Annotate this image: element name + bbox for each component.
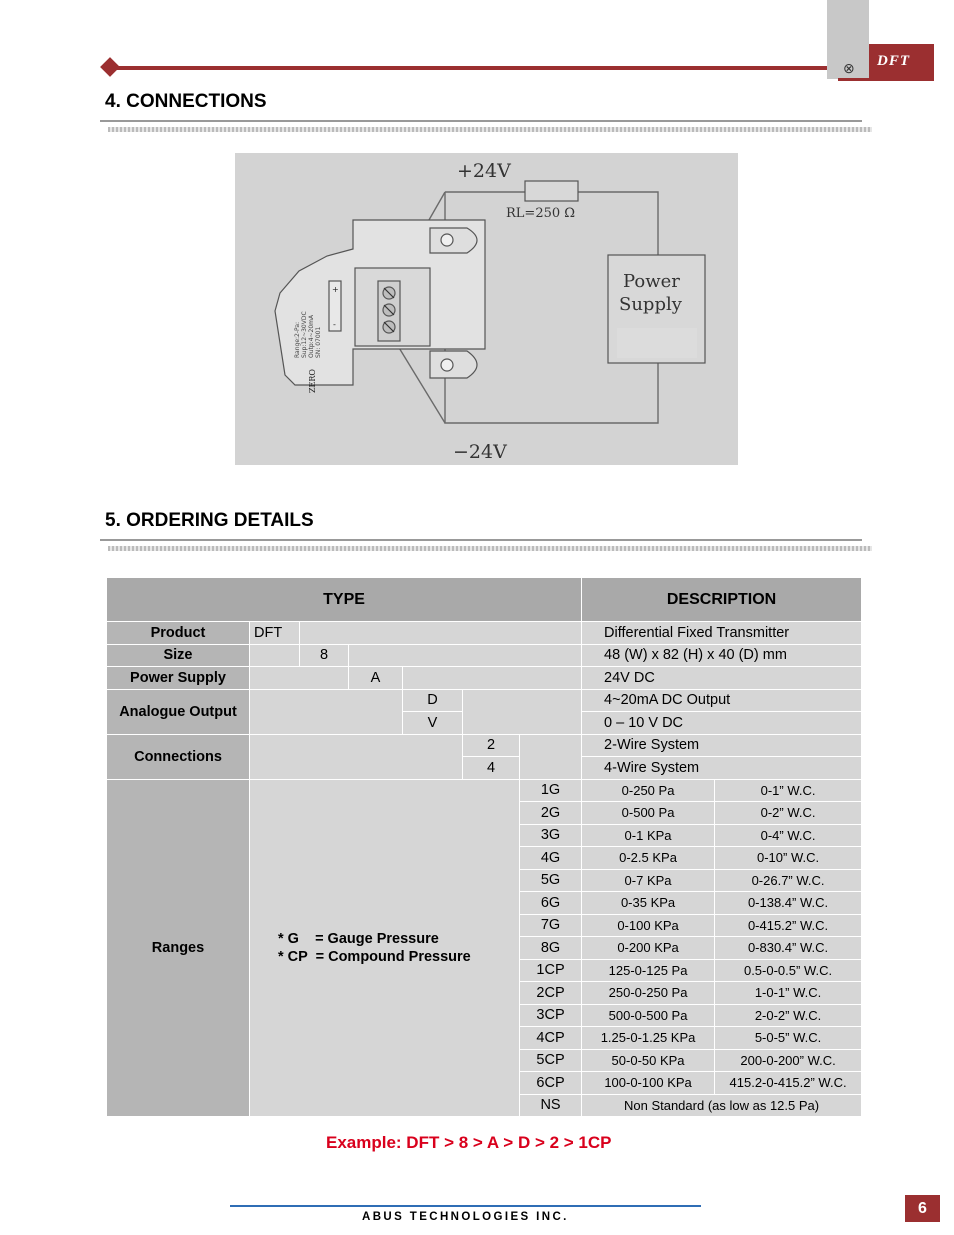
range-pa: 0-200 KPa [582, 937, 715, 960]
range-pa: 500-0-500 Pa [582, 1004, 715, 1027]
range-code: NS [520, 1094, 582, 1117]
range-code: 4G [520, 847, 582, 870]
range-code: 3G [520, 824, 582, 847]
type-header: TYPE [107, 578, 582, 622]
row-label: Power Supply [107, 667, 250, 690]
header-badge-underline [838, 78, 934, 81]
range-code: 4CP [520, 1027, 582, 1050]
table-row [107, 667, 862, 690]
range-pa: 250-0-250 Pa [582, 982, 715, 1005]
desc-cell: 4-Wire System [582, 757, 862, 780]
desc-cell: 48 (W) x 82 (H) x 40 (D) mm [582, 644, 862, 667]
code-cell: D [403, 689, 463, 712]
wire-top-right [578, 192, 658, 255]
range-wc: 1-0-1” W.C. [715, 982, 862, 1005]
code-cell: 4 [463, 757, 520, 780]
range-code: 5G [520, 869, 582, 892]
page-number: 6 [905, 1195, 940, 1222]
range-wc: 2-0-2” W.C. [715, 1004, 862, 1027]
table-row [107, 779, 862, 802]
range-wc: 0-830.4” W.C. [715, 937, 862, 960]
desc-cell: 4~20mA DC Output [582, 689, 862, 712]
section-rule-pattern [108, 546, 872, 551]
range-pa: 125-0-125 Pa [582, 959, 715, 982]
range-code: 3CP [520, 1004, 582, 1027]
section-rule [100, 539, 862, 541]
range-code: 2G [520, 802, 582, 825]
range-pa: 0-1 KPa [582, 824, 715, 847]
svg-text:SN: 07001: SN: 07001 [315, 326, 322, 358]
range-code: 1CP [520, 959, 582, 982]
code-cell: 2 [463, 734, 520, 757]
range-wc: 0-2” W.C. [715, 802, 862, 825]
row-label: Ranges [107, 779, 250, 1117]
range-code: 6CP [520, 1072, 582, 1095]
code-cell: DFT [250, 622, 300, 645]
range-code: 8G [520, 937, 582, 960]
range-pa: 0-250 Pa [582, 779, 715, 802]
range-wc: 0-1” W.C. [715, 779, 862, 802]
range-code: 7G [520, 914, 582, 937]
range-pa: 0-35 KPa [582, 892, 715, 915]
wiring-diagram [235, 153, 738, 465]
power-supply-label-1: Power [623, 271, 680, 292]
desc-cell: Differential Fixed Transmitter [582, 622, 862, 645]
range-code: 5CP [520, 1049, 582, 1072]
header-rule [112, 66, 832, 70]
range-pa: 0-2.5 KPa [582, 847, 715, 870]
range-pa: 50-0-50 KPa [582, 1049, 715, 1072]
minus-24v-label: −24V [453, 441, 507, 463]
row-label: Analogue Output [107, 689, 250, 734]
range-wc: 0.5-0-0.5” W.C. [715, 959, 862, 982]
table-row [107, 689, 862, 712]
row-label: Size [107, 644, 250, 667]
range-pa: 0-500 Pa [582, 802, 715, 825]
section-rule-pattern [108, 127, 872, 132]
range-pa: 0-100 KPa [582, 914, 715, 937]
desc-cell: 2-Wire System [582, 734, 862, 757]
section-ordering-title: 5. ORDERING DETAILS [105, 510, 314, 531]
desc-cell: 24V DC [582, 667, 862, 690]
header-diamond [100, 57, 120, 77]
footer-company: ABUS TECHNOLOGIES INC. [362, 1211, 569, 1223]
terminal-plus-label: + [332, 285, 339, 294]
resistor-label: RL=250 Ω [506, 206, 576, 221]
plus-24v-label: +24V [457, 160, 511, 182]
resistor [525, 181, 578, 201]
svg-text:Range:2-Pa:: Range:2-Pa: [294, 321, 301, 358]
svg-text:Sup:12~30VDC: Sup:12~30VDC [301, 311, 308, 358]
range-wc: 5-0-5” W.C. [715, 1027, 862, 1050]
range-pa: 1.25-0-1.25 KPa [582, 1027, 715, 1050]
ordering-example: Example: DFT > 8 > A > D > 2 > 1CP [326, 1133, 612, 1152]
header-badge [869, 44, 934, 81]
table-row [107, 644, 862, 667]
range-code: 6G [520, 892, 582, 915]
range-wc: 200-0-200” W.C. [715, 1049, 862, 1072]
header-badge-text: DFT [877, 53, 910, 69]
code-cell: A [349, 667, 403, 690]
terminal-minus-label: - [333, 320, 336, 329]
footer-rule [230, 1205, 701, 1207]
wiring-diagram-svg [235, 153, 738, 465]
desc-cell: 0 – 10 V DC [582, 712, 862, 735]
section-rule [100, 120, 862, 122]
code-cell: 8 [300, 644, 349, 667]
row-label: Product [107, 622, 250, 645]
svg-text:Outp:4~20mA: Outp:4~20mA [308, 314, 315, 358]
table-row [107, 734, 862, 757]
row-label: Connections [107, 734, 250, 779]
range-code: 2CP [520, 982, 582, 1005]
table-row [107, 622, 862, 645]
range-pa: 100-0-100 KPa [582, 1072, 715, 1095]
range-pa: 0-7 KPa [582, 869, 715, 892]
description-header: DESCRIPTION [582, 578, 862, 622]
range-wc: 0-138.4” W.C. [715, 892, 862, 915]
ordering-table [106, 577, 862, 1117]
ranges-note: * G = Gauge Pressure * CP = Compound Pressure [250, 779, 520, 1117]
section-connections-title: 4. CONNECTIONS [105, 91, 267, 112]
zero-label: ZERO [308, 369, 317, 393]
code-cell: V [403, 712, 463, 735]
range-ns-desc: Non Standard (as low as 12.5 Pa) [582, 1094, 862, 1117]
range-wc: 0-4” W.C. [715, 824, 862, 847]
range-code: 1G [520, 779, 582, 802]
range-wc: 415.2-0-415.2” W.C. [715, 1072, 862, 1095]
range-wc: 0-10” W.C. [715, 847, 862, 870]
range-wc: 0-415.2” W.C. [715, 914, 862, 937]
circle-x-icon: ⊗ [843, 60, 855, 76]
range-wc: 0-26.7” W.C. [715, 869, 862, 892]
power-supply-label-2: Supply [619, 294, 682, 315]
